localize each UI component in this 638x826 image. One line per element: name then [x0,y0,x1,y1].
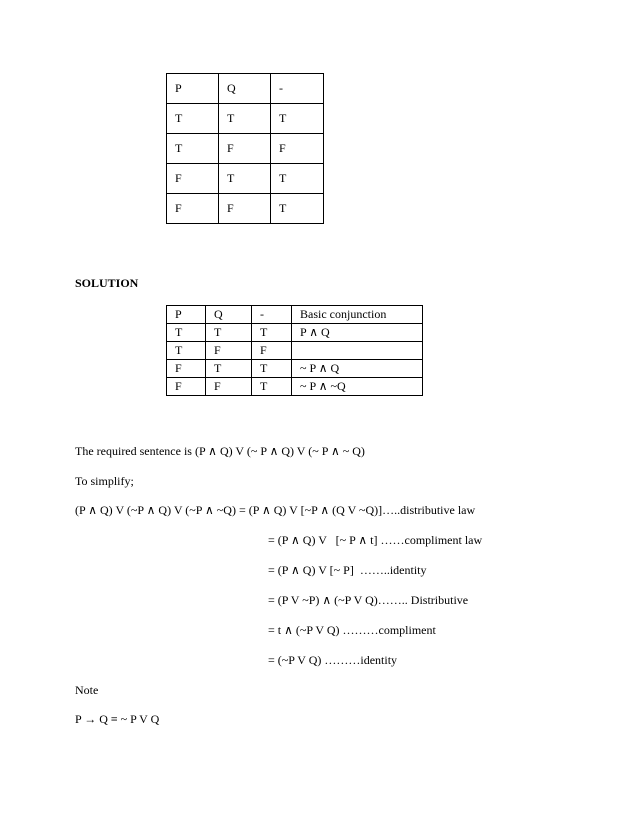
table-cell: T [167,324,206,342]
table-cell: T [206,324,252,342]
table-cell: F [167,360,206,378]
table-row [167,134,324,164]
table-cell: T [167,134,219,164]
table-cell: T [271,104,324,134]
derivation-step: = (P ∧ Q) V [~ P] ……..identity [268,563,427,577]
table-cell: T [252,378,292,396]
derivation-step: (P ∧ Q) V (~P ∧ Q) V (~P ∧ ~Q) = (P ∧ Q) V [~P ∧ (Q V ~Q)]…..distributive law [75,503,476,517]
table-cell: ~ P ∧ ~Q [292,378,423,396]
table-header-cell: - [271,74,324,104]
table-header-cell: P [167,74,219,104]
required-sentence: The required sentence is (P ∧ Q) V (~ P ∧ Q) V (~ P ∧ ~ Q) [75,444,365,458]
table-row [167,378,423,396]
note-label: Note [75,683,99,697]
derivation-step: = (P V ~P) ∧ (~P V Q)…….. Distributive [268,593,469,607]
table-cell: T [252,324,292,342]
table-cell: F [206,378,252,396]
table-cell: F [219,194,271,224]
table-header-cell: Q [219,74,271,104]
table-cell: F [167,164,219,194]
table-cell [292,342,423,360]
table-row [167,104,324,134]
table-header-cell: Basic conjunction [292,306,423,324]
table-cell: T [271,164,324,194]
table-row [167,360,423,378]
derivation-step: = (~P V Q) ………identity [268,653,398,667]
table-cell: F [206,342,252,360]
table-row [167,164,324,194]
table-cell: T [271,194,324,224]
table-cell: T [167,104,219,134]
table-header-cell: Q [206,306,252,324]
table-cell: T [219,164,271,194]
table-cell: T [206,360,252,378]
table-row [167,342,423,360]
equivalence-statement: P → Q ≡ ~ P V Q [75,712,160,726]
table-cell: P ∧ Q [292,324,423,342]
table-cell: F [252,342,292,360]
table-header-cell: P [167,306,206,324]
table-header-cell: - [252,306,292,324]
conjunction-table [166,305,423,396]
table-cell: F [271,134,324,164]
table-cell: F [167,194,219,224]
derivation-step: = t ∧ (~P V Q) ………compliment [268,623,436,637]
table-row [167,194,324,224]
derivation-step: = (P ∧ Q) V [~ P ∧ t] ……compliment law [268,533,483,547]
table-cell: T [167,342,206,360]
table-cell: T [252,360,292,378]
simplify-label: To simplify; [75,474,134,488]
table-header-row [167,74,324,104]
table-cell: F [167,378,206,396]
truth-table [166,73,324,224]
table-cell: ~ P ∧ Q [292,360,423,378]
table-cell: F [219,134,271,164]
table-header-row [167,306,423,324]
solution-heading: SOLUTION [75,276,139,290]
table-cell: T [219,104,271,134]
table-row [167,324,423,342]
